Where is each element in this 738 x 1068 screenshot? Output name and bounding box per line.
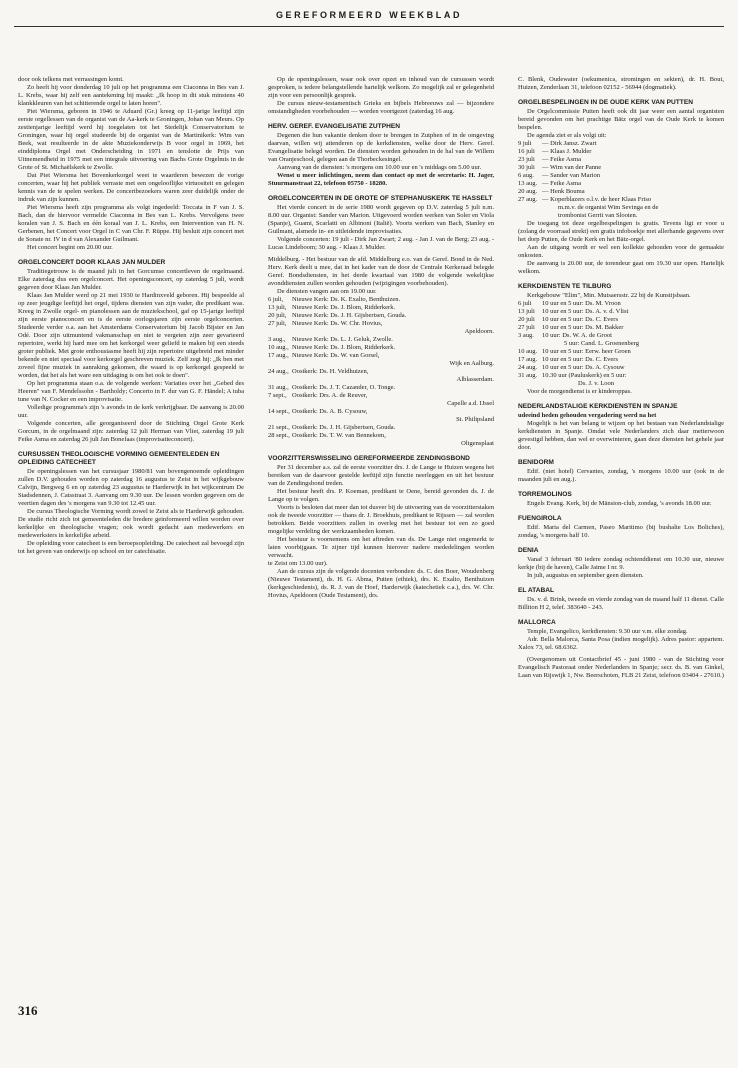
paragraph: De diensten vangen aan om 19.00 uur. — [277, 288, 377, 295]
paragraph: Op de openingslessen, waar ook over opzet en inhoud van de cursussen wordt gesproken, is iedere belangstellende hartelijk welkom. Zo mogelijk zal er gelegenheid zijn voor een persoonlijk gesprek. — [268, 76, 494, 99]
list-date: 27 aug. — [518, 196, 538, 203]
list-text: Nieuwe Kerk: Ds. J. Blom, Ridderkerk. — [292, 344, 396, 351]
column-3 — [518, 76, 724, 680]
paragraph: Piet Wiersma, geboren in 1946 te Aduard (Gr.) kreeg op 11-jarige leeftijd zijn eerste orgellessen van de organist van de Aa-kerk te Groningen, Johan van Meurs. Op zestienjarige leeftijd werd hij toegelaten tot het Stedelijk Conservatorium te Groningen, waar hij orgel studeerde bij de organist van de Martinikerk: Wim van Beek, wat resulteerde in de akte Muziekonderwijs B voor orgel in 1969, het einddiploma Orgel met Onderscheiding in 1971 en tenslotte de Prijs van Uitnemendheid in 1975 met een integrale uitvoering van Bachs Grote Orgelmis in de Grote of St. Michaëlskerk te Zwolle. — [18, 108, 244, 171]
list-item — [518, 148, 724, 156]
paragraph: De cursus nieuw-testamentisch Grieks en bijbels Hebreeuws zal — bijzondere omstandigheden voorbehouden — worden voortgezet (zaterdag 16 aug. — [268, 100, 494, 115]
paragraph: (Overgenomen uit Contactbrief 45 - juni 1980 - van de Stichting voor Evangelisch Pastoraat onder Nederlanders in Spanje; secr. ds. B. van Ginkel, Laan van Rijswijk 1, Nw. Beerschoten, FLB 21 Zeist, telefoon 03404 - 27610.) — [518, 656, 724, 679]
list-date: 20 aug. — [518, 188, 538, 195]
list-item-continued: 5 uur: Cand. L. Groenenberg — [564, 340, 639, 347]
list-item-continued: trombonist Gerrit van Slooten. — [558, 212, 638, 219]
list-item — [518, 172, 724, 180]
article-heading: HERV. GEREF. EVANGELISATIE ZUTPHEN — [268, 123, 401, 130]
paragraph: Het concert begint om 20.00 uur. — [27, 244, 113, 251]
section-heading: DENIA — [518, 547, 539, 554]
list-text: Oostkerk: Drs. A. de Reuver, — [292, 392, 368, 399]
paragraph: Adr. Bella Malorca, Santa Posa (indien mogelijk). Adres pastor: appartem. Xalox 73, tel. 68.6362. — [518, 636, 724, 651]
list-text: — Feike Asma — [542, 156, 581, 163]
paragraph: Voor de morgendienst is er kinderoppas. — [527, 388, 632, 395]
list-text: Nieuwe Kerk: Ds. W. van Gorsel, — [292, 352, 380, 359]
list-item-continued: Ds. J. v. Loon — [578, 380, 615, 387]
list-text: 10 uur en 5 uur: Eerw. heer Groen — [542, 348, 631, 355]
paragraph: Edif. (niet hotel) Cervantes, zondag, 's morgens 10.00 uur (ook in de maanden juli en aug.). — [518, 468, 724, 483]
list-item — [268, 320, 494, 328]
publication-title: GEREFORMEERD WEEKBLAD — [275, 10, 463, 20]
list-item — [268, 352, 494, 360]
list-date: 20 juli, — [268, 312, 287, 319]
list-date: 14 sept., — [268, 408, 290, 415]
article-heading: KERKDIENSTEN TE TILBURG — [518, 283, 612, 290]
agenda-list — [518, 140, 724, 220]
paragraph: Degenen die hun vakantie denken door te brengen in Zutphen of in de omgeving daarvan, willen wij attenderen op de kerkdiensten, welke door de Herv. Geref. Evangelisatie belegd worden. De diensten worden gehouden in de hal van de Willem van Oranjeschool, gelegen aan de Thorbeckesingel. — [268, 132, 494, 163]
article-heading: NEDERLANDSTALIGE KERKDIENSTEN IN SPANJE — [518, 403, 678, 410]
paragraph: Ds. v. d. Brink, tweede en vierde zondag van de maand half 11 dienst. Calle Billiton H 2, telef. 383640 - 243. — [518, 596, 724, 611]
paragraph: Het bestuur is voornemens om het aftreden van ds. De Lange niet ongemerkt te laten voorbijgaan. Te zijner tijd kunnen hierover nadere mededelingen worden verwacht. — [268, 536, 494, 559]
list-item — [268, 368, 494, 376]
list-date: 10 aug. — [518, 348, 538, 355]
article-heading: ORGELCONCERTEN IN DE GROTE OF STEPHANUSKERK TE HASSELT — [268, 195, 493, 202]
list-text: Nieuwe Kerk: Ds. J. H. Gijsbertsen, Gouda. — [292, 312, 407, 319]
column-2 — [268, 76, 494, 600]
list-text: 10 uur en 5 uur: Ds. M. Vroon — [542, 300, 621, 307]
paragraph: udeeind heden gehouden vergadering werd na het — [518, 412, 657, 419]
list-date: 10 aug., — [268, 344, 289, 351]
paragraph: Aan de cursus zijn de volgende docenten verbonden: ds. C. den Boer, Woudenberg (Nieuwe Testament), ds. H. G. Abma, Putten (ethiek), drs. K. Exalto, Benthuizen (kerkgeschiedenis), ds. R. J. van de Hoef, Harderwijk (katechetiek c.a.), drs. W. Chr. Hovius, Apeldoorn (Oude Testament), drs. — [268, 568, 494, 599]
section-heading: TORREMOLINOS — [518, 491, 572, 498]
list-date: 3 aug., — [268, 336, 286, 343]
list-item — [518, 324, 724, 332]
list-date: 7 sept., — [268, 392, 287, 399]
article-heading: VOORZITTERSWISSELING GEREFORMEERDE ZENDINGSBOND — [268, 455, 470, 462]
list-item — [518, 332, 724, 340]
paragraph: Voorts is besloten dat meer dan tot dusver bij de uitvoering van de voorzitterstaken ook de tweede voorzitter — thans dr. J. Broekhuis, predikant te Rijssen — zal worden betrokken. Beide voorzitters zullen in overleg met het bestuur tot een zo goed mogelijke verdeling der werkzaamheden komen. — [268, 504, 494, 535]
paragraph: Het bestuur heeft drs. P. Koeman, predikant te Oene, bereid gevonden ds. J. de Lange op te volgen. — [268, 488, 494, 503]
paragraph: Volledige programma's zijn 's avonds in de kerk verkrijgbaar. De aanvang is 20.00 uur. — [18, 404, 244, 419]
list-item — [518, 316, 724, 324]
list-date: 24 aug., — [268, 368, 289, 375]
list-date: 27 juli — [518, 324, 535, 331]
list-date: 28 sept., — [268, 432, 290, 439]
header-rule — [14, 26, 724, 27]
list-item-continued: St. Philipsland — [456, 416, 494, 423]
list-text: 10 uur en 5 uur: Ds. C. Evers — [542, 356, 619, 363]
paragraph: De aanvang is 20.00 uur, de torendeur gaat om 19.30 uur open. Hartelijk welkom. — [518, 260, 724, 275]
paragraph: Het vierde concert in de serie 1980 wordt gegeven op D.V. zaterdag 5 juli n.m. 8.00 uur. Organist: Sander van Marion. Uitgevoerd worden werken van Soler en Viola (Spanje), Guami, Scarlatti en Albinoni (Italië). Voorts werken van Bach, Stanley en Guilmant, alsmede in- en uitleidende improvisaties. — [268, 204, 494, 235]
list-text: Nieuwe Kerk: Ds. W. Chr. Hovius, — [292, 320, 383, 327]
list-text: Nieuwe Kerk: Ds. L. J. Geluk, Zwolle. — [292, 336, 393, 343]
article-heading: ORGELCONCERT DOOR KLAAS JAN MULDER — [18, 259, 166, 266]
list-item — [518, 348, 724, 356]
list-item — [518, 156, 724, 164]
section-heading: EL ATABAL — [518, 587, 555, 594]
paragraph: Aanvang van de diensten: 's morgens om 10.00 uur en 's middags om 5.00 uur. — [277, 164, 482, 171]
list-item-continued: Alblasserdam. — [456, 376, 494, 383]
list-date: 27 juli, — [268, 320, 287, 327]
list-text: Oostkerk: Ds. T. W. van Bennekom, — [292, 432, 386, 439]
list-item-continued: Apeldoorn. — [464, 328, 494, 335]
paragraph: Volgende concerten, alle georganiseerd door de Stichting Orgel Grote Kerk Gorcum, in de orgelmaand zijn: zaterdag 12 juli Herman van Vliet, zaterdag 19 juli Feike Asma en zaterdag 26 juli Jan Bonefaas (improvisatieconcert). — [18, 420, 244, 443]
article-heading: ORGELBESPELINGEN IN DE OUDE KERK VAN PUTTEN — [518, 99, 693, 106]
page-number: 316 — [18, 1003, 38, 1018]
list-date: 31 aug., — [268, 384, 289, 391]
list-text: Oostkerk: Ds. H. Veldhuizen, — [292, 368, 369, 375]
list-text: — Koperblazers o.l.v. de heer Klaas Friso — [542, 196, 652, 203]
list-text: — Wim van der Panne — [542, 164, 602, 171]
list-date: 13 juli — [518, 308, 535, 315]
page-header — [14, 6, 724, 32]
list-text: 10.30 uur (Pauluskerk) en 5 uur: — [542, 372, 627, 379]
list-date: 24 aug. — [518, 364, 538, 371]
paragraph: Mogelijk is het van belang te wijzen op het bestaan van Nederlandstalige kerkdiensten in Spanje. Omdat vele Nederlanders zich daar metterwoon gevestigd hebben, dan wel er overwinteren, gaan deze diensten het gehele jaar door. — [518, 420, 724, 451]
list-item-continued: m.m.v. de organist Wim Sevinga en de — [558, 204, 659, 211]
paragraph: Dat Piet Wiersma het Bovenkerkorgel weet te waarderen bewezen de vorige concerten, waar hij het publiek verraste met een ongelooflijke virtuositeit en gelegen kennis van de te spelen werken. De concertbezoekers waren zeer duidelijk onder de indruk van zijn kunnen. — [18, 172, 244, 203]
list-date: 6 juli — [518, 300, 532, 307]
list-text: — Dirk Jansz. Zwart — [542, 140, 597, 147]
list-date: 6 aug. — [518, 172, 534, 179]
list-text: 10 uur en 5 uur: Ds. C. Evers — [542, 316, 619, 323]
list-text: 10 uur en 5 uur: Ds. M. Bakker — [542, 324, 624, 331]
paragraph: Kerkgebouw "Elim", Min. Mutsaersstr. 22 bij de Kunstijsbaan. — [527, 292, 691, 299]
list-date: 13 juli, — [268, 304, 287, 311]
column-1 — [18, 76, 244, 556]
list-item — [268, 432, 494, 440]
list-item — [268, 384, 494, 392]
list-item-continued: Wijk en Aalburg. — [449, 360, 494, 367]
list-item — [268, 392, 494, 400]
list-date: 17 aug., — [268, 352, 289, 359]
paragraph: De openingslessen van het cursusjaar 1980/81 van bovengenoemde opleidingen zullen D.V. gehouden worden op zaterdag 16 augustus te Zeist in het wijkgebouw Calvijn, Bergweg 6 en op zaterdag 23 augustus te Harderwijk in het wijkcentrum De Stadsdennen, J. Catsstraat 3. Aanvang om 9.30 uur. De lessen worden gegeven om de veertien dagen des 's morgens van 9.30 tot 12.45 uur. — [18, 468, 244, 507]
section-heading: MALLORCA — [518, 619, 556, 626]
paragraph: De Orgelcommissie Putten heeft ook dit jaar weer een aantal organisten bereid gevonden om het prachtige Bätz orgel van de Oude Kerk te komen bespelen. — [518, 108, 724, 131]
list-item — [518, 140, 724, 148]
list-item-continued: Capelle a.d. IJssel — [447, 400, 494, 407]
list-item — [268, 336, 494, 344]
services-list — [518, 300, 724, 388]
paragraph: Aan de uitgang wordt er wel een kollekte gehouden voor de gemaakte onkosten. — [518, 244, 724, 259]
list-item — [268, 312, 494, 320]
paragraph: De toegang tot deze orgelbespelingen is gratis. Tevens ligt er voor u (zolang de voorraad strekt) een gratis infoboekje met allerhande gegevens over het dorp Putten, de Oude Kerk en het Bätz-orgel. — [518, 220, 724, 243]
list-item — [518, 364, 724, 372]
article-heading: CURSUSSEN THEOLOGISCHE VORMING GEMEENTELEDEN EN OPLEIDING CATECHEET — [18, 451, 220, 466]
list-text: Oostkerk: Ds. J. T. Cazander, O. Tonge. — [292, 384, 396, 391]
paragraph: Traditiegetrouw is de maand juli in het Gorcumse concertleven de orgelmaand. Elke zaterdag dus een orgelconcert. Het openingsconcert, op zaterdag 5 juli, wordt gegeven door Klaas Jan Mulder. — [18, 268, 244, 291]
list-item-continued: Oltgensplaat — [461, 440, 494, 447]
list-date: 17 aug. — [518, 356, 538, 363]
paragraph: Volgende concerten: 19 juli - Dirk Jan Zwart; 2 aug. - Jan J. van de Berg; 23 aug. - Lucas Lindeboom; 30 aug. - Klaas J. Mulder. — [268, 236, 494, 251]
list-item — [268, 424, 494, 432]
list-date: 20 juli — [518, 316, 535, 323]
list-text: Nieuwe Kerk: Ds. J. Blom, Ridderkerk. — [292, 304, 396, 311]
list-item — [518, 164, 724, 172]
paragraph: De agenda ziet er als volgt uit: — [527, 132, 607, 139]
list-text: Oostkerk: Ds. J. H. Gijsbertsen, Gouda. — [292, 424, 396, 431]
list-item — [518, 196, 724, 204]
paragraph: Vanaf 3 februari '80 iedere zondag ochtenddienst om 10.30 uur, nieuwe kerkje (bij de haven), Calle Jaime I nr. 9. — [518, 556, 724, 571]
list-text: — Henk Bouma — [542, 188, 585, 195]
list-text: 10 uur: Ds. W. A. de Groot — [542, 332, 612, 339]
list-date: 6 juli, — [268, 296, 284, 303]
paragraph: Op het programma staan o.a. de volgende werken: Variaties over het „Gebed des Heeren" van F. Mendelssohn - Bartholdy; Concerto in F. dur van G. F. Händel; A tuba tune van N. Cocker en een improvisatie. — [18, 380, 244, 403]
list-text: Nieuwe Kerk: Ds. K. Exalto, Benthuizen. — [292, 296, 401, 303]
list-item — [518, 180, 724, 188]
paragraph: door ook telkens met verrassingen komt. — [18, 76, 124, 83]
list-item — [518, 356, 724, 364]
paragraph-text: - Het bestuur van de afd. Middelburg e.o. van de Geref. Bond in de Ned. Herv. Kerk deelt u mee, dat in het kader van de door de Centrale Kerkeraad belegde Geref. Bondsdiensten, in het derde kwartaal van 1980 de volgende wekelijkse avonddiensten zullen worden gehouden (wijzigingen voorbehouden). — [268, 256, 494, 287]
paragraph: Per 31 december a.s. zal de eerste voorzitter drs. J. de Lange te Huizen wegens het bereiken van de daarvoor gestelde leeftijd zijn functie neerleggen en uit het bestuur van de Zendingsbond treden. — [268, 464, 494, 487]
list-date: 3 aug. — [518, 332, 534, 339]
list-date: 16 juli — [518, 148, 535, 155]
paragraph: Engels Evang. Kerk, bij de Mänsion-club, zondag, 's avonds 18.00 uur. — [527, 500, 712, 507]
place-name: Middelburg. — [268, 256, 301, 263]
list-item — [268, 296, 494, 304]
list-date: 9 juli — [518, 140, 532, 147]
section-heading: BENIDORM — [518, 459, 554, 466]
service-list — [268, 296, 494, 448]
paragraph: Klaas Jan Mulder werd op 21 mei 1930 te Hardinxveld geboren. Hij bespeelde al op zeer jeugdige leeftijd het orgel, tijdens diensten van zijn vader, die predikant was. Kreeg in Zwolle orgel- en pianolessen aan de muziekschool, gaf op 15-jarige leeftijd zijn eerste pianoconcert en is de eerste oorlogsjaren zijn eerste orgelconcerten. Studeerde verder o.a. aan het Amsterdams Conservatorium bij Jacob Bijster en Jan Odé. Door zijn uitmuntend vakmanschap en niet te vergeten zijn zeer gevarieerd repertoire, werkt hij hard mee om het kerkorgel weer geliefd te maken bij een steeds groter publiek. Met grote enthousiasme heeft hij zijn repertoire uitgebreid met minder bekende en niet speciaal voor kerkorgel geschreven muziek. Zelf zegt hij: „Ik ben met zoveel fijne muziek in aanraking gekomen, die waard is op kerkorgel gespeeld te worden, dat het als het ware een uitdaging is om het ook te doen". — [18, 292, 244, 379]
paragraph: Piet Wiersma heeft zijn programma als volgt ingedeeld: Toccata in F van J. S. Bach, dan de hiervoor vermelde Ciaconna in Bes van L. Krebs. Vervolgens twee koralen van J. S. Bach en één koraal van J. L. Krebs, een Intervention van H. N. Gerbenen, het Concert voor Orgel in C van Chr. F. Rüppe. Hij besluit zijn concert met de Sonate nr. IV in d van Alexander Guilmant. — [18, 204, 244, 243]
list-text: — Sander van Marion — [542, 172, 600, 179]
list-date: 23 juli — [518, 156, 535, 163]
list-text: — Feike Asma — [542, 180, 581, 187]
paragraph: De opleiding voor catecheet is een beroepsopleiding. De catecheet zal bevoegd zijn tot het geven van onderwijs op school en ter catechisatie. — [18, 540, 244, 555]
list-item — [518, 188, 724, 196]
list-date: 13 aug. — [518, 180, 538, 187]
paragraph: Temple, Evangelico, kerkdiensten: 9.30 uur v.m. elke zondag. — [527, 628, 688, 635]
list-item — [518, 308, 724, 316]
list-text: Oostkerk: Ds. A. B. Cysouw, — [292, 408, 368, 415]
paragraph: te Zeist om 13.00 uur). — [268, 560, 328, 567]
list-item — [518, 300, 724, 308]
list-text: 10 uur en 5 uur: Ds. A. v. d. Vlist — [542, 308, 629, 315]
paragraph: In juli, augustus en september geen diensten. — [527, 572, 644, 579]
list-item — [518, 372, 724, 380]
paragraph: Edif. Maria del Carmen, Paseo Maritimo (bij bushalte Los Boliches), zondag, 's morgens half 10. — [518, 524, 724, 539]
paragraph: Wenst u meer inlichtingen, neem dan contact op met de secretaris: H. Jager, Stuurmanstraat 22, telefoon 05750 - 18280. — [268, 172, 494, 187]
section-heading: FUENGIROLA — [518, 515, 562, 522]
list-item — [268, 408, 494, 416]
list-item — [268, 304, 494, 312]
paragraph: C. Blenk, Oudewater (oekumenica, stromingen en sekten), dr. H. Bout, Huizen, Zenderlaan 31, telefoon 02152 - 56944 (dogmatiek). — [518, 76, 724, 91]
paragraph — [268, 256, 494, 288]
list-date: 31 aug. — [518, 372, 538, 379]
list-item — [268, 344, 494, 352]
paragraph: Zo heeft hij voor donderdag 10 juli op het programma een Ciaconna in Bes van J. L. Krebs, waar hij zelf een aantekening bij maakt: „Ik hoop in dit stuk minstens 40 klankkleuren van het schitterende orgel te laten horen". — [18, 84, 244, 107]
paragraph: De cursus Theologische Vorming wordt zowel te Zeist als te Harderwijk gehouden. De studie richt zich tot gemeenteleden die bredere geinformeerd willen worden over kerkelijke en theologische vragen; ook wordt gedacht aan medewerkers en medewerksters in kerkelijke arbeid. — [18, 508, 244, 539]
list-date: 21 sept., — [268, 424, 290, 431]
list-text: 10 uur en 5 uur: Ds. A. Cysouw — [542, 364, 625, 371]
list-date: 30 juli — [518, 164, 535, 171]
list-text: — Klaas J. Mulder — [542, 148, 592, 155]
